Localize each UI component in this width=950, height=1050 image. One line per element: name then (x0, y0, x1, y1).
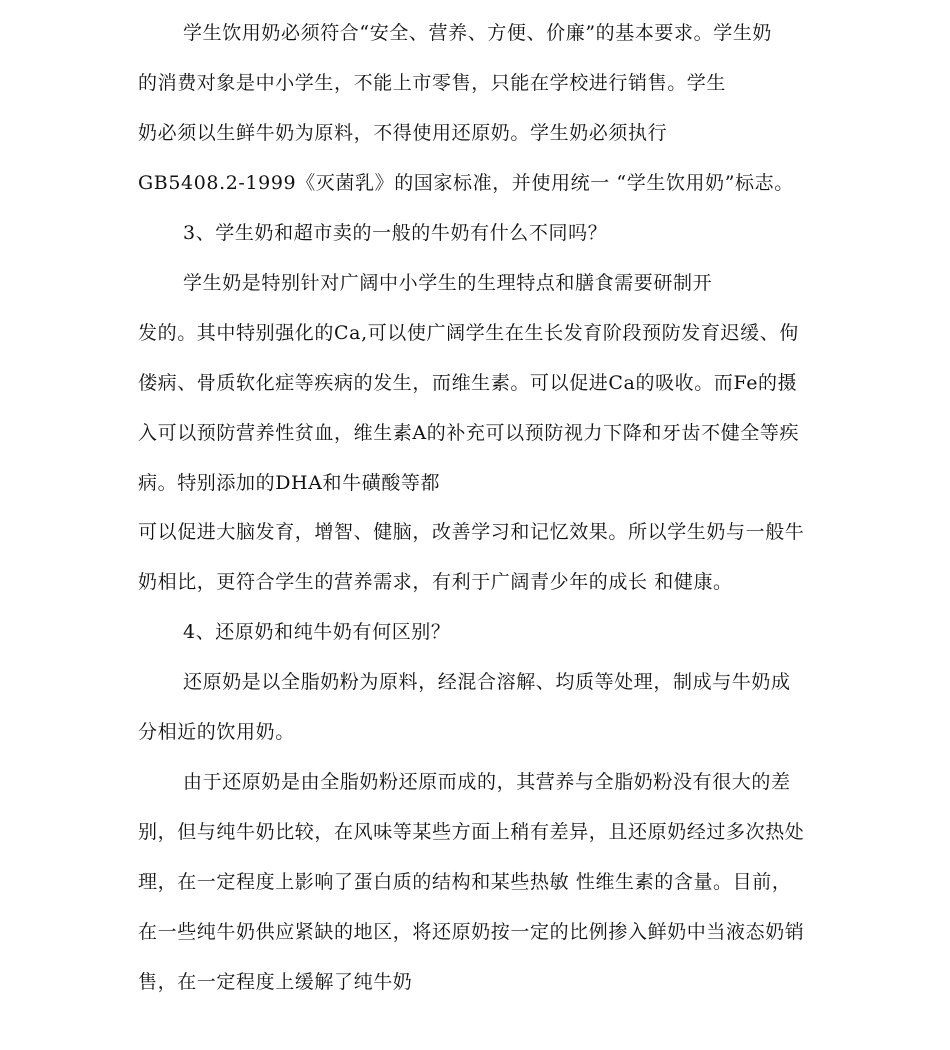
section-heading: 4、还原奶和纯牛奶有何区别？ (183, 621, 451, 643)
paragraph-line: 可以促进大脑发育，增智、健脑，改善学习和记忆效果。所以学生奶与一般牛 (138, 521, 805, 543)
paragraph-line: 别，但与纯牛奶比较，在风味等某些方面上稍有差异，且还原奶经过多次热处 (138, 821, 805, 843)
paragraph-line: 偻病、骨质软化症等疾病的发生，而维生素。可以促进Ca的吸收。而Fe的摄 (138, 372, 798, 394)
paragraph-line: 奶必须以生鲜牛奶为原料，不得使用还原奶。学生奶必须执行 (138, 122, 668, 144)
section-heading: 3、学生奶和超市卖的一般的牛奶有什么不同吗？ (183, 222, 608, 244)
paragraph-line: GB5408.2-1999《灭菌乳》的国家标准，并使用统一 “学生饮用奶”标志。 (138, 172, 794, 194)
paragraph-line: 的消费对象是中小学生，不能上市零售，只能在学校进行销售。学生 (138, 72, 727, 94)
paragraph-line: 病。特别添加的DHA和牛磺酸等都 (138, 472, 441, 494)
paragraph-line: 分相近的饮用奶。 (138, 721, 295, 743)
paragraph-line: 奶相比，更符合学生的营养需求，有利于广阔青少年的成长 和健康。 (138, 571, 733, 593)
paragraph-line: 理，在一定程度上影响了蛋白质的结构和某些热敏 性维生素的含量。目前， (138, 871, 792, 893)
paragraph-line: 在一些纯牛奶供应紧缺的地区，将还原奶按一定的比例掺入鲜奶中当液态奶销 (138, 921, 805, 943)
paragraph-line: 学生奶是特别针对广阔中小学生的生理特点和膳食需要研制开 (183, 272, 713, 294)
paragraph-line: 售，在一定程度上缓解了纯牛奶 (138, 971, 413, 993)
paragraph-line: 还原奶是以全脂奶粉为原料，经混合溶解、均质等处理，制成与牛奶成 (183, 671, 791, 693)
paragraph-line: 由于还原奶是由全脂奶粉还原而成的，其营养与全脂奶粉没有很大的差 (183, 771, 791, 793)
paragraph-line: 发的。其中特别强化的Ca,可以使广阔学生在生长发育阶段预防发育迟缓、佝 (138, 322, 799, 344)
paragraph-line: 学生饮用奶必须符合“安全、营养、方便、价廉”的基本要求。学生奶 (183, 22, 773, 44)
paragraph-line: 入可以预防营养性贫血，维生素A的补充可以预防视力下降和牙齿不健全等疾 (138, 422, 800, 444)
